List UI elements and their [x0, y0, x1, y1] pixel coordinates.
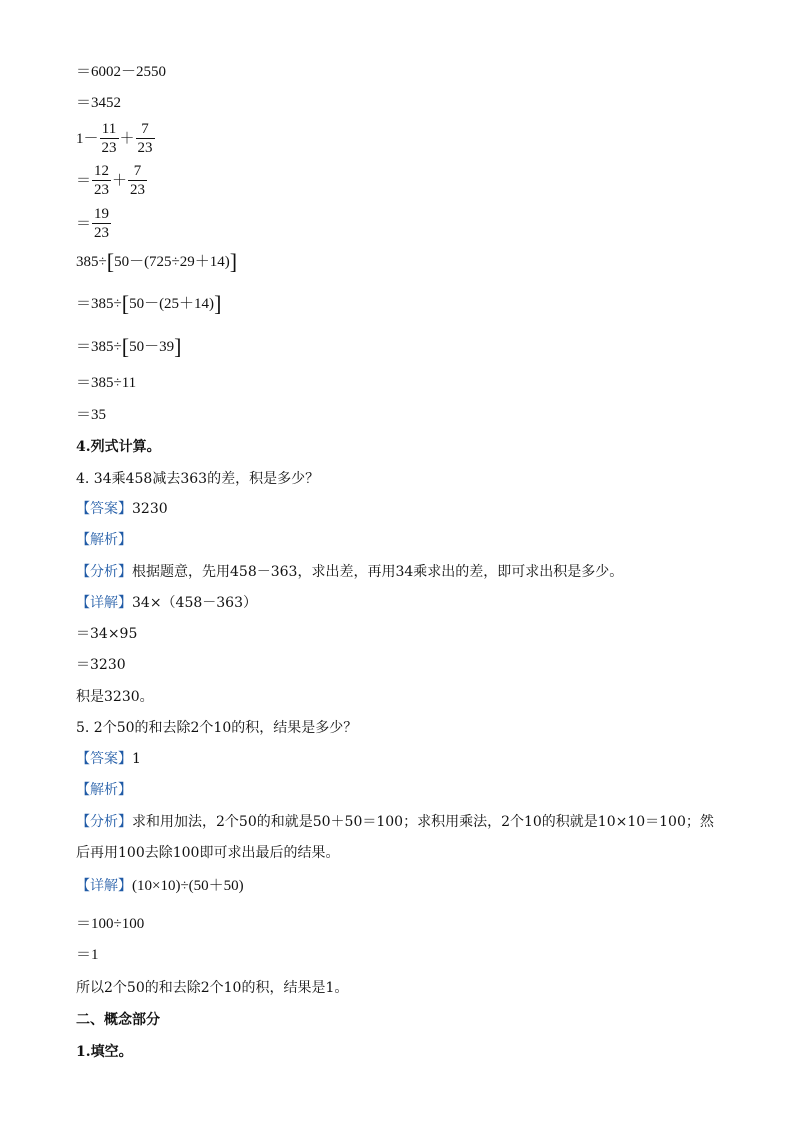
numerator: 11 [100, 120, 119, 139]
answer-value: 1 [132, 751, 141, 767]
bracket-expression [76, 251, 237, 273]
fenxi-text: 求和用加法，2个50的和就是50＋50＝100；求积用乘法，2个10的积就是10×10＝100；然 [132, 814, 714, 830]
analysis-tag: 【解析】 [76, 782, 132, 798]
fraction [92, 205, 111, 242]
left-bracket: [ [121, 334, 130, 359]
denominator: 23 [101, 140, 117, 156]
fenxi-text: 根据题意，先用458－363，求出差，再用34乘求出的差，即可求出积是多少。 [132, 564, 624, 580]
math-text: ＋ [119, 130, 135, 147]
calc-line: ＝34×95 [76, 626, 138, 642]
left-bracket: [ [106, 249, 115, 274]
calc-line: ＝3452 [76, 95, 122, 111]
bracket-expression [76, 293, 221, 315]
math-text: ＝385÷ [76, 339, 122, 355]
fenxi-tag: 【分析】 [76, 564, 132, 580]
calc-line: ＝385÷11 [76, 375, 137, 391]
conclusion-text: 所以2个50的和去除2个10的积，结果是1。 [76, 980, 349, 996]
detail-line [76, 594, 257, 612]
math-text: ＝ [76, 215, 92, 232]
right-bracket: ] [174, 334, 182, 359]
analysis-tag: 【解析】 [76, 532, 132, 548]
numerator: 7 [136, 120, 155, 139]
calc-line: ＝35 [76, 407, 107, 423]
fraction-expression [76, 162, 148, 199]
answer-value: 3230 [132, 501, 168, 517]
numerator: 19 [94, 206, 110, 222]
section-heading: 二、概念部分 [76, 1012, 160, 1028]
right-bracket: ] [229, 249, 238, 274]
math-text: 385÷ [76, 254, 107, 270]
denominator: 23 [137, 140, 153, 156]
math-text: 50－39 [129, 339, 175, 355]
detail-tag: 【详解】 [76, 595, 132, 611]
sub-heading: 1.填空。 [76, 1044, 133, 1060]
numerator: 7 [128, 162, 147, 181]
fraction [136, 120, 155, 157]
math-text: 50－(25＋14) [129, 296, 215, 312]
left-bracket: [ [121, 291, 130, 316]
calc-line: ＝3230 [76, 657, 126, 673]
fraction-expression [76, 120, 156, 157]
bracket-expression [76, 336, 181, 358]
fraction [92, 162, 111, 199]
math-text: 1－ [76, 130, 99, 147]
detail-text: (10×10)÷(50＋50) [132, 878, 244, 894]
math-text: ＝385÷ [76, 296, 122, 312]
answer-line [76, 500, 168, 518]
analysis-line [76, 563, 623, 581]
calc-line: ＝100÷100 [76, 916, 145, 932]
analysis-line [76, 813, 714, 831]
question-text: 4. 34乘458减去363的差，积是多少？ [76, 471, 320, 487]
fraction [100, 120, 119, 157]
answer-tag: 【答案】 [76, 751, 132, 767]
denominator: 23 [94, 225, 110, 241]
right-bracket: ] [214, 291, 222, 316]
denominator: 23 [94, 182, 110, 198]
calc-line: ＝1 [76, 947, 99, 963]
math-text: ＋ [112, 172, 128, 189]
calc-line: ＝6002－2550 [76, 64, 167, 80]
question-text: 5. 2个50的和去除2个10的积，结果是多少？ [76, 720, 358, 736]
math-text: 50－(725÷29＋14) [114, 254, 230, 270]
detail-line [76, 877, 244, 895]
fenxi-tag: 【分析】 [76, 814, 132, 830]
answer-line [76, 750, 141, 768]
analysis-line-continued: 后再用100去除100即可求出最后的结果。 [76, 845, 340, 861]
fraction-expression [76, 205, 112, 242]
conclusion-text: 积是3230。 [76, 689, 154, 705]
section-heading: 4.列式计算。 [76, 439, 161, 455]
detail-tag: 【详解】 [76, 878, 132, 894]
answer-tag: 【答案】 [76, 501, 132, 517]
fraction [128, 162, 147, 199]
numerator: 12 [94, 163, 110, 179]
denominator: 23 [130, 182, 146, 198]
math-text: ＝ [76, 172, 92, 189]
detail-text: 34×（458－363） [132, 595, 257, 611]
